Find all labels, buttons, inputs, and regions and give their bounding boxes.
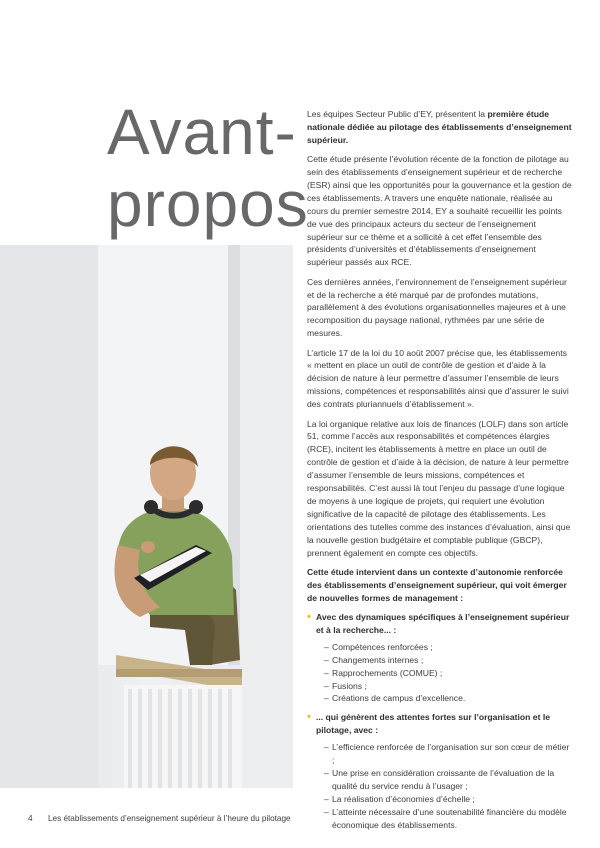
paragraph-5: La loi organique relative aux lois de finances (LOLF) dans son article 51, comme l’accès aux responsabilités et compétences élargies (RCE), incitent les établissements à mettre en place un outil de contrôle de gestion et d’aide à la décision, de nature à leur permettre d’assumer l’ensemble de leurs missions, compétences et responsabilités. C’est aussi là tout l’enjeu du passage d’une logique de moyens à une logique de projets, qui requiert une évolution significative de la capacité de pilotage des établissements. Les orientations des tutelles comme des instances d’évaluation, ainsi que la nouvelle gestion budgétaire et comptable publique (GBCP), prennent également en compte ces objectifs. bbox=[307, 418, 571, 558]
title-line-1: Avant- bbox=[107, 96, 297, 168]
radiator bbox=[124, 685, 242, 788]
bullet-item-2 bbox=[307, 711, 573, 831]
sublist-2 bbox=[316, 741, 573, 831]
body-text bbox=[307, 108, 573, 837]
sublist-1 bbox=[316, 641, 573, 706]
list-item: – Créations de campus d’excellence. bbox=[316, 692, 573, 705]
list-item: – L’efficience renforcée de l’organisation sur son cœur de métier ; bbox=[316, 741, 573, 767]
bullet-item-1 bbox=[307, 611, 573, 705]
student-photo bbox=[0, 245, 293, 788]
list-item: – La réalisation d’économies d’échelle ; bbox=[316, 793, 573, 806]
paragraph-4: L’article 17 de la loi du 10 août 2007 précise que, les établissements « mettent en place un outil de contrôle de gestion et d’aide à la décision de nature à leur permettre d’assumer l’ensemble de leurs missions, compétences et responsabilités ainsi que d’assurer le suivi des contrats pluriannuels d’établissement ». bbox=[307, 347, 569, 410]
list-item: – Changements internes ; bbox=[316, 654, 573, 667]
intro-highlight: première étude nationale dédiée au pilotage des établissements d’enseignement supérieur. bbox=[307, 109, 572, 145]
title-line-2: propos bbox=[107, 168, 309, 240]
bullet-list bbox=[307, 611, 573, 832]
list-item: – L’atteinte nécessaire d’une soutenabilité financière du modèle économique des établissements. bbox=[316, 806, 573, 832]
list-item: – Compétences renforcées ; bbox=[316, 641, 573, 654]
paragraph-6-text: Cette étude intervient dans un contexte d’autonomie renforcée des établissements d’enseignement supérieur, qui voit émerger de nouvelles formes de management : bbox=[307, 566, 567, 603]
paragraph-2: Cette étude présente l’évolution récente de la fonction de pilotage au sein des établissements d’enseignement supérieur et de recherche (ESR) ainsi que les opportunités pour la gouvernance et la gestion de ces établissements. A travers une enquête nationale, réalisée au cours du premier semestre 2014, EY a souhaité recueillir les points de vue des principaux acteurs du secteur de l’enseignement supérieur sur ce thème et a sollicité à cet effet l’ensemble des présidents d’universités et d’établissements d’enseignement supérieur passés aux RCE. bbox=[307, 154, 572, 268]
list-item: – Rapprochements (COMUE) ; bbox=[316, 667, 573, 680]
page-number: 4 bbox=[28, 814, 33, 823]
intro-text: Les équipes Secteur Public d’EY, présentent la bbox=[307, 109, 488, 119]
list-item: – Fusions ; bbox=[316, 680, 573, 693]
footer-text: Les établissements d’enseignement supérieur à l’heure du pilotage bbox=[48, 814, 291, 823]
intro-paragraph bbox=[307, 108, 573, 147]
page-title bbox=[107, 96, 309, 240]
paragraph-6 bbox=[307, 566, 573, 605]
page-footer bbox=[28, 814, 291, 823]
student-illustration bbox=[0, 245, 293, 788]
bullet-1-text: Avec des dynamiques spécifiques à l’enseignement supérieur et à la recherche... : bbox=[316, 611, 570, 635]
paragraph-3: Ces dernières années, l’environnement de l’enseignement supérieur et de la recherche a été marqué par de profondes mutations, parallèlement à des évolutions organisationnelles majeures et à une recomposition du paysage national, rythmées par une série de mesures. bbox=[307, 276, 567, 339]
list-item: – Une prise en considération croissante de l’évaluation de la qualité du service rendu à l’usager ; bbox=[316, 767, 573, 793]
bullet-2-text: ... qui génèrent des attentes fortes sur l’organisation et le pilotage, avec : bbox=[316, 712, 550, 736]
